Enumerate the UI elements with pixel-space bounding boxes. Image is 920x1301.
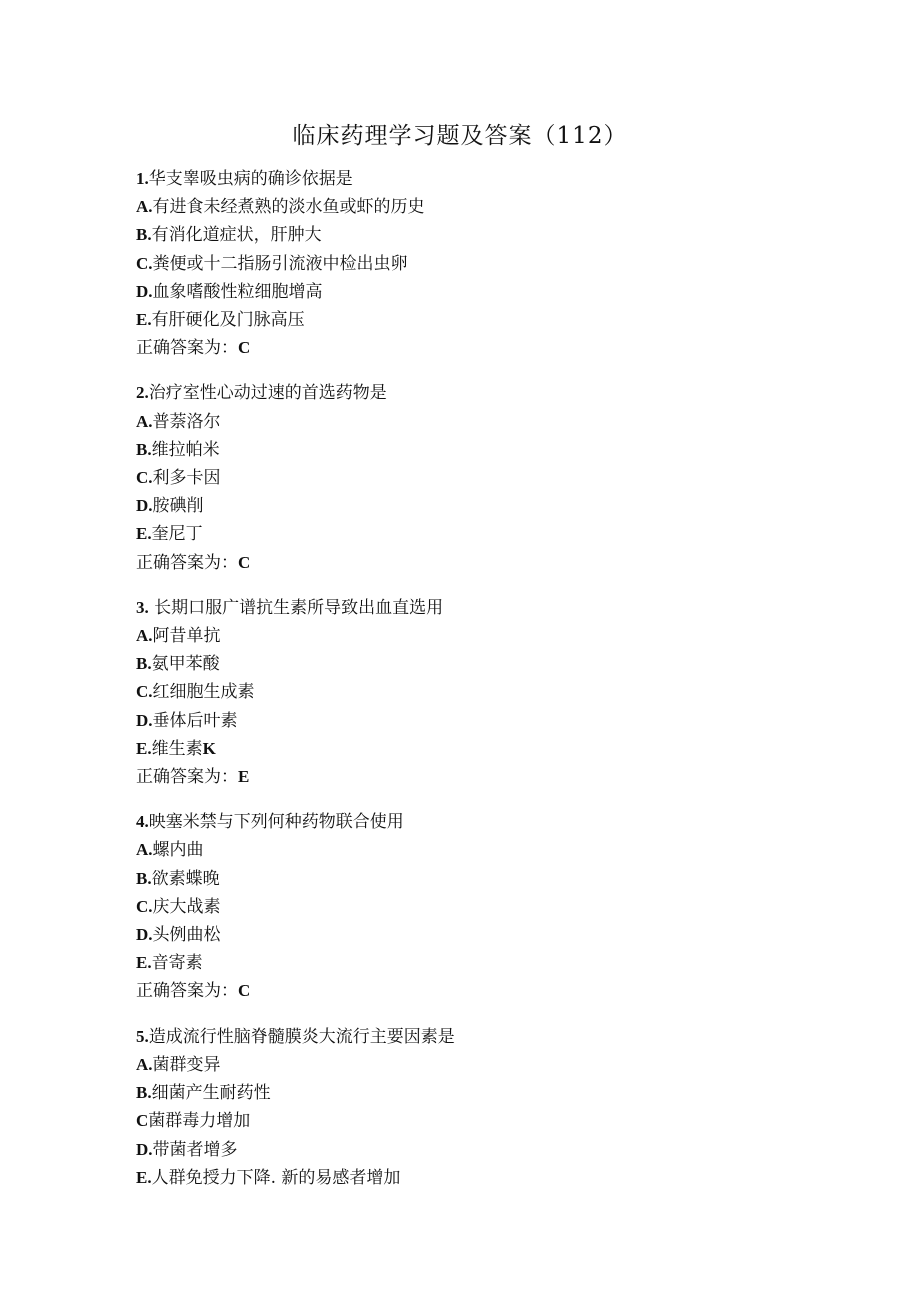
option-c — [136, 1107, 836, 1135]
option-d — [136, 921, 836, 949]
option-d — [136, 1136, 836, 1164]
option-key: D. — [136, 925, 153, 945]
answer-value: C — [238, 552, 251, 572]
option-key: D. — [136, 1139, 153, 1159]
option-key: B. — [136, 868, 152, 888]
option-c — [136, 250, 836, 278]
option-key: A. — [136, 197, 153, 217]
option-text: 粪便或十二指肠引流液中检出虫卵 — [152, 253, 408, 274]
option-a — [136, 622, 836, 650]
question-1 — [136, 165, 836, 362]
option-b — [136, 865, 836, 893]
option-key: D. — [136, 496, 153, 516]
option-text: 头例曲松 — [152, 925, 221, 946]
option-text: 利多卡因 — [152, 468, 221, 489]
option-key: A. — [136, 840, 153, 860]
option-key: C. — [136, 682, 153, 702]
option-e — [136, 306, 836, 334]
option-text: 血象嗜酸性粒细胞增高 — [152, 281, 323, 302]
question-stem — [136, 808, 836, 836]
option-key: A. — [136, 411, 153, 431]
question-stem — [136, 1023, 836, 1051]
option-suffix: K — [202, 738, 216, 758]
option-text: 阿昔单抗 — [152, 626, 221, 647]
answer-line — [136, 549, 836, 577]
option-text: 音寄素 — [151, 953, 203, 974]
option-c — [136, 893, 836, 921]
option-a — [136, 1051, 836, 1079]
option-key: B. — [136, 654, 152, 674]
option-text: 带菌者增多 — [152, 1139, 238, 1160]
option-text: 氨甲苯酸 — [151, 654, 220, 675]
option-e — [136, 949, 836, 977]
option-text: 维拉帕米 — [151, 439, 220, 460]
option-key: E. — [136, 1167, 152, 1187]
answer-value: C — [238, 981, 251, 1001]
option-b — [136, 1079, 836, 1107]
option-b — [136, 221, 836, 249]
option-key: E. — [136, 953, 152, 973]
answer-label: 正确答案为： — [136, 767, 238, 788]
option-key: B. — [136, 1083, 152, 1103]
option-key: E. — [136, 738, 152, 758]
option-text: 普萘洛尔 — [152, 411, 221, 432]
question-4 — [136, 808, 836, 1005]
answer-line — [136, 334, 836, 362]
option-key: C. — [136, 896, 153, 916]
question-number: 4. — [136, 812, 149, 832]
answer-label: 正确答案为： — [136, 338, 238, 359]
option-text: 人群免授力下降. 新的易感者增加 — [151, 1167, 401, 1188]
option-key: E. — [136, 524, 152, 544]
answer-label: 正确答案为： — [136, 981, 238, 1002]
option-d — [136, 278, 836, 306]
option-d — [136, 707, 836, 735]
option-key: B. — [136, 439, 152, 459]
question-number: 5. — [136, 1026, 149, 1046]
option-text: 维生素 — [151, 738, 203, 759]
question-stem — [136, 594, 836, 622]
option-e — [136, 520, 836, 548]
question-number: 2. — [136, 383, 149, 403]
option-key: D. — [136, 710, 153, 730]
question-text: 映塞米禁与下列何种药物联合使用 — [148, 812, 404, 833]
question-text: 治疗室性心动过速的首选药物是 — [148, 383, 387, 404]
option-e — [136, 1164, 836, 1192]
option-b — [136, 436, 836, 464]
page-title: 临床药理学习题及答案（112） — [292, 123, 628, 149]
option-key: C. — [136, 468, 153, 488]
option-key: A. — [136, 1054, 153, 1074]
option-key: B. — [136, 225, 152, 245]
option-text: 欲素蝶晚 — [151, 868, 220, 889]
option-c — [136, 678, 836, 706]
question-3 — [136, 594, 836, 791]
question-5 — [136, 1023, 836, 1192]
answer-label: 正确答案为： — [136, 552, 238, 573]
option-key: C — [136, 1111, 149, 1131]
answer-line — [136, 977, 836, 1005]
option-text: 红细胞生成素 — [152, 682, 255, 703]
option-text: 有消化道症状，肝肿大 — [151, 225, 322, 246]
option-text: 有肝硬化及门脉高压 — [151, 310, 305, 331]
question-text: 长期口服广谱抗生素所导致出血直选用 — [154, 597, 444, 618]
option-key: C. — [136, 253, 153, 273]
option-a — [136, 408, 836, 436]
question-list — [136, 165, 836, 1209]
answer-line — [136, 763, 836, 791]
option-b — [136, 650, 836, 678]
option-text: 奎尼丁 — [151, 524, 203, 545]
option-key: A. — [136, 626, 153, 646]
option-text: 螺内曲 — [152, 840, 204, 861]
option-a — [136, 836, 836, 864]
question-stem — [136, 379, 836, 407]
option-key: D. — [136, 281, 153, 301]
option-text: 菌群毒力增加 — [148, 1111, 251, 1132]
option-text: 细菌产生耐药性 — [151, 1083, 271, 1104]
answer-value: C — [238, 338, 251, 358]
question-text: 造成流行性脑脊髓膜炎大流行主要因素是 — [148, 1026, 455, 1047]
question-stem — [136, 165, 836, 193]
option-text: 胺碘削 — [152, 496, 204, 517]
option-text: 庆大战素 — [152, 896, 221, 917]
question-2 — [136, 379, 836, 576]
question-text: 华支睾吸虫病的确诊依据是 — [148, 169, 353, 189]
option-a — [136, 193, 836, 221]
option-e — [136, 735, 836, 763]
question-number: 3. — [136, 597, 149, 617]
question-number: 1. — [136, 169, 149, 188]
option-text: 菌群变异 — [152, 1054, 221, 1075]
answer-value: E — [238, 767, 250, 787]
option-text: 有进食未经煮熟的淡水鱼或虾的历史 — [152, 197, 425, 218]
option-c — [136, 464, 836, 492]
option-text: 垂体后叶素 — [152, 710, 238, 731]
option-key: E. — [136, 310, 152, 330]
option-d — [136, 492, 836, 520]
